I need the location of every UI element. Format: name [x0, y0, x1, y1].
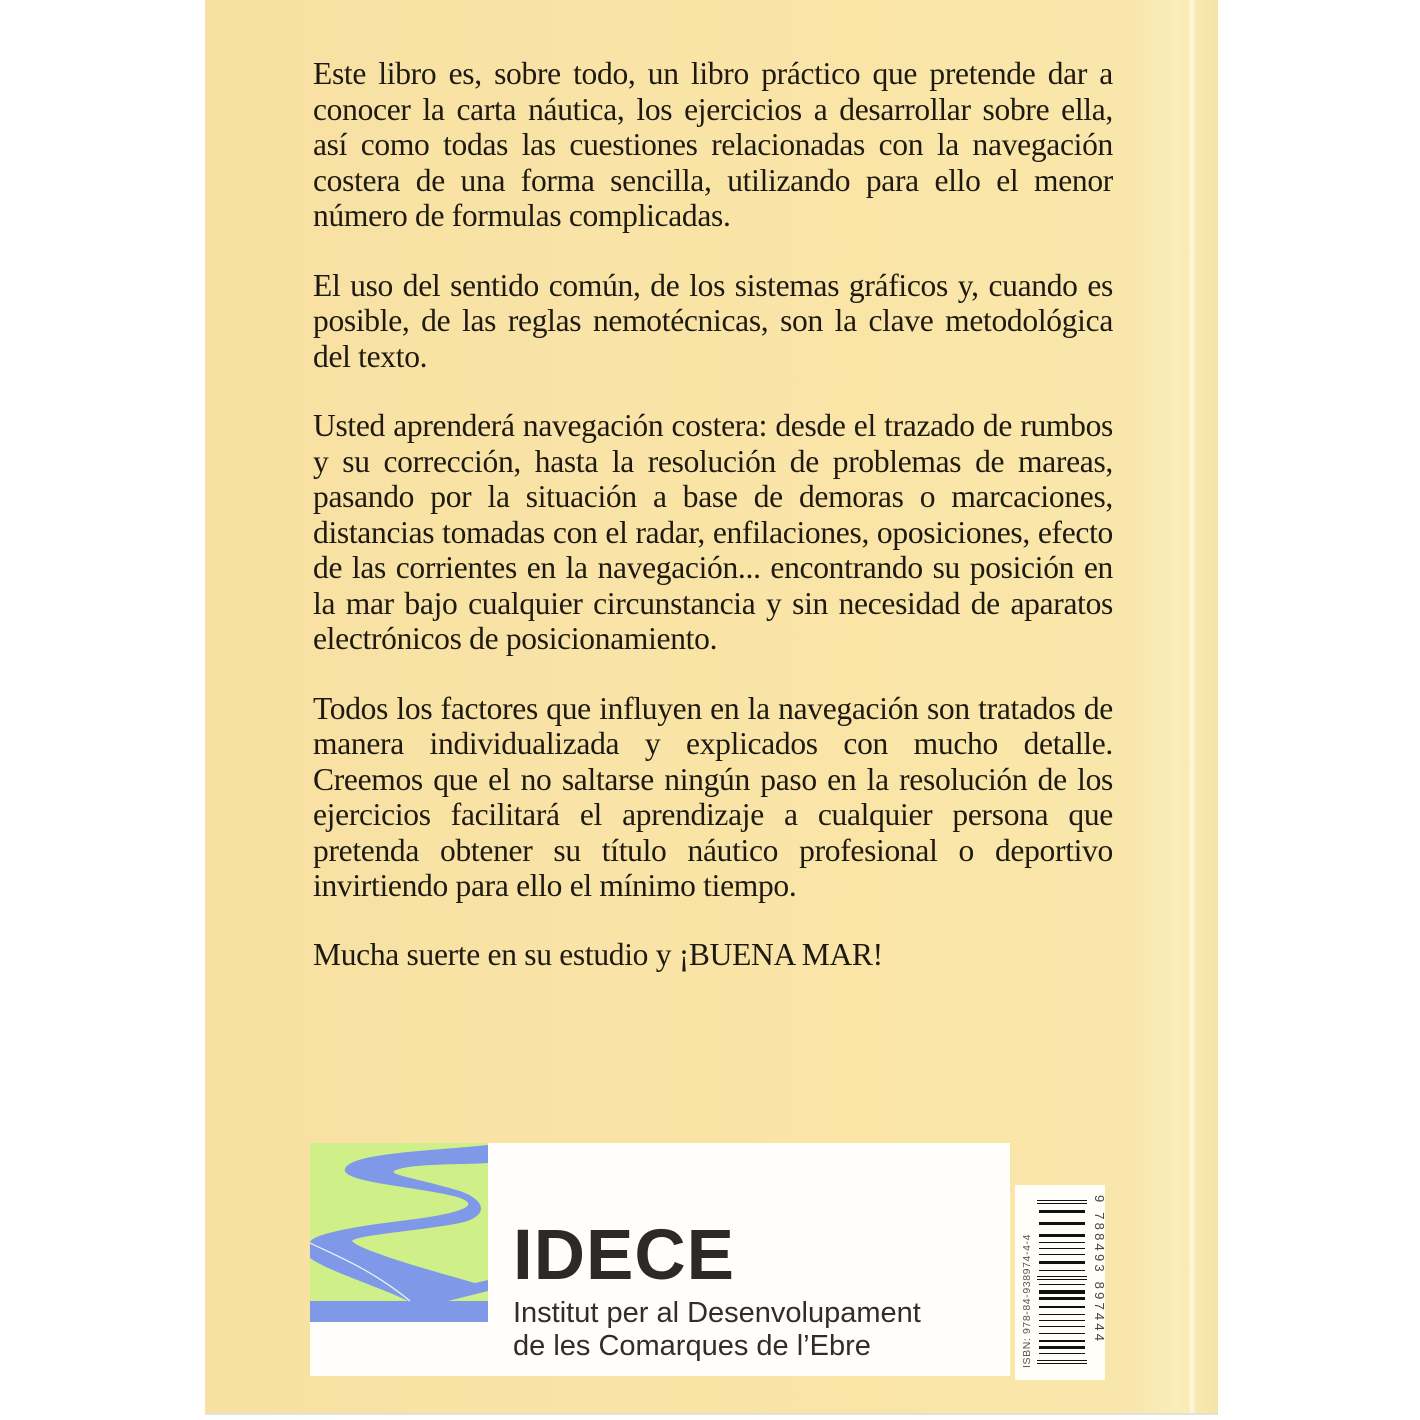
- closing-line: Mucha suerte en su estudio y ¡BUENA MAR!: [313, 936, 883, 972]
- publisher-name-line-2: de les Comarques de l’Ebre: [513, 1330, 871, 1362]
- blurb-paragraph-4: Todos los factores que influyen en la navegación son tratados de manera individualizada y explicados con mucho detalle. Creemos que el no saltarse ningún paso en la resolución de los ejercicios facilitará el aprendizaje a cualquier persona que pretenda obtener su título náutico profesional o deportivo invirtiendo para ello el mínimo tiempo.: [313, 690, 1113, 903]
- isbn-label: ISBN: 978-84-938974-4-4: [1021, 1233, 1033, 1368]
- publisher-acronym: IDECE: [513, 1216, 735, 1295]
- blurb-paragraph-2: El uso del sentido común, de los sistemas gráficos y, cuando es posible, de las reglas nemotécnicas, son la clave metodológica del texto.: [313, 267, 1113, 374]
- barcode-digits: 9 788493 897444: [1092, 1195, 1107, 1345]
- river-logo-icon: [310, 1143, 488, 1322]
- blurb-text: [313, 56, 1113, 1006]
- publisher-logo: [310, 1143, 1010, 1376]
- blurb-paragraph-1: Este libro es, sobre todo, un libro práctico que pretende dar a conocer la carta náutica, los ejercicios a desarrollar sobre ella, así como todas las cuestiones relacionadas con la navegación costera de una forma sencilla, utilizando para ello el menor número de formulas complicadas.: [313, 56, 1113, 233]
- blurb-paragraph-3: Usted aprenderá navegación costera: desde el trazado de rumbos y su corrección, hasta la resolución de problemas de mareas, pasando por la situación a base de demoras o marcaciones, distancias tomadas con el radar, enfilaciones, oposiciones, efecto de las corrientes en la navegación... encontrando su posición en la mar bajo cualquier circunstancia y sin necesidad de aparatos electrónicos de posicionamiento.: [313, 408, 1113, 656]
- publisher-name: [513, 1297, 921, 1363]
- publisher-name-line-1: Institut per al Desenvolupament: [513, 1297, 921, 1329]
- isbn-barcode: [1015, 1185, 1105, 1380]
- barcode-icon: [1037, 1200, 1087, 1370]
- book-back-cover: [205, 0, 1218, 1413]
- cover-fold: [1188, 0, 1196, 1413]
